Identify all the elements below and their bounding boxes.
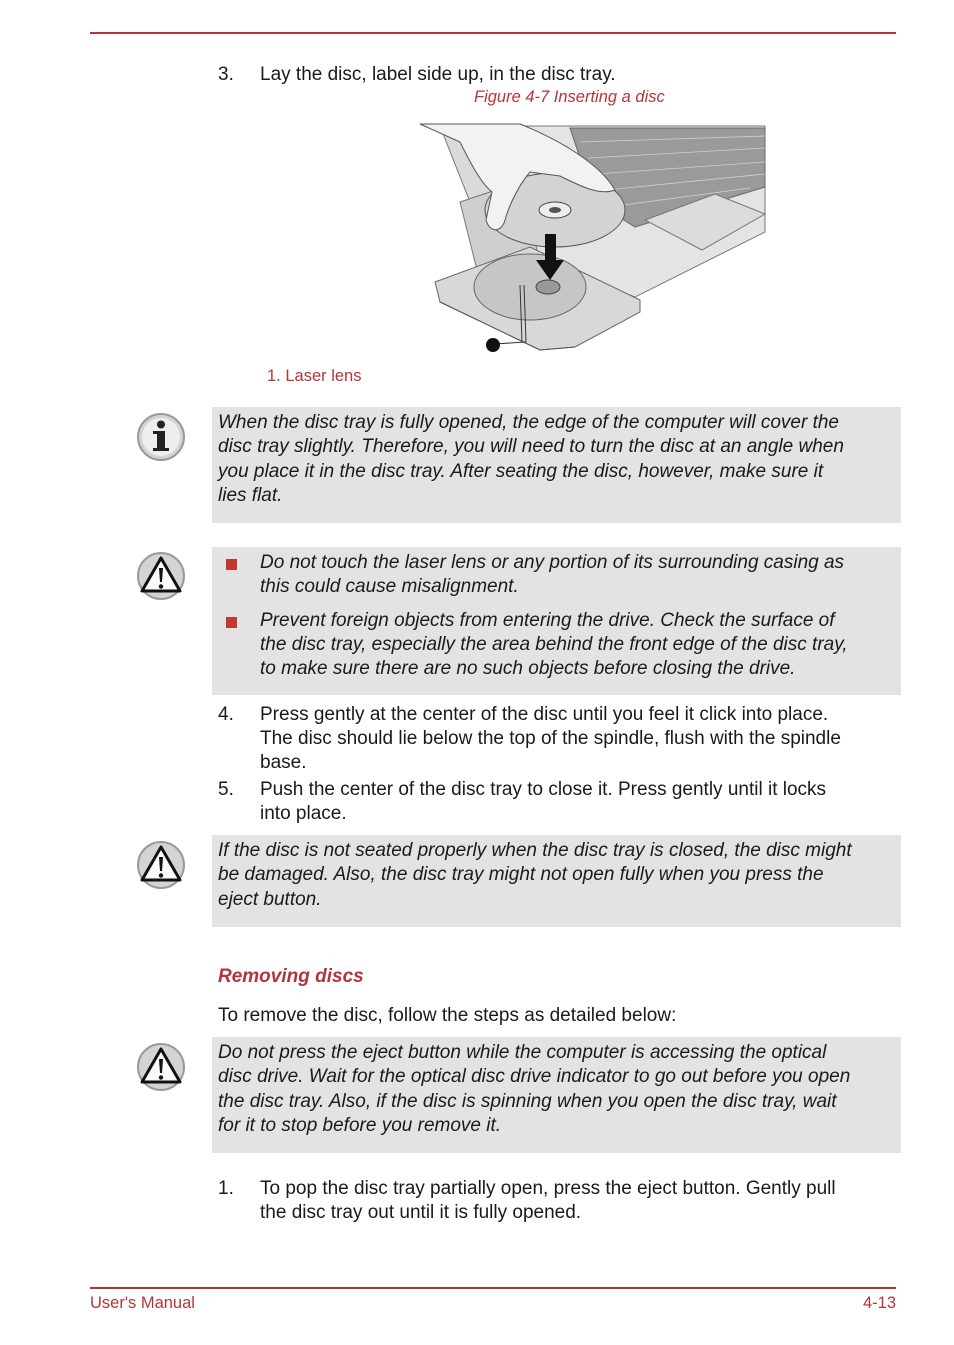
step-number: 3. xyxy=(218,64,234,85)
footer-title: User's Manual xyxy=(90,1294,195,1312)
note-line: lies flat. xyxy=(218,484,283,506)
note-line: If the disc is not seated properly when the disc tray is closed, the disc might xyxy=(218,840,852,861)
caution-note xyxy=(212,547,901,695)
bullet-line: the disc tray, especially the area behind the front edge of the disc tray, xyxy=(260,633,848,655)
warning-triangle-icon xyxy=(136,840,186,890)
bullet-item xyxy=(218,609,895,682)
note-line: be damaged. Also, the disc tray might not open fully when you press the xyxy=(218,864,824,886)
page-number: 4-13 xyxy=(862,1294,896,1312)
section-intro: To remove the disc, follow the steps as detailed below: xyxy=(218,1005,677,1026)
footer-rule xyxy=(90,1287,896,1289)
step-line: The disc should lie below the top of the spindle, flush with the spindle xyxy=(260,728,841,749)
caution-note xyxy=(212,835,901,927)
step-text xyxy=(260,778,826,826)
disc-insert-illustration xyxy=(410,122,770,357)
step-line: To pop the disc tray partially open, press the eject button. Gently pull xyxy=(260,1178,836,1199)
step-number: 1. xyxy=(218,1178,234,1199)
info-note xyxy=(212,407,901,523)
note-line: disc drive. Wait for the optical disc drive indicator to go out before you open xyxy=(218,1066,851,1088)
step-line: base. xyxy=(260,752,307,773)
step-text xyxy=(260,1177,836,1225)
section-heading: Removing discs xyxy=(218,966,364,987)
info-icon xyxy=(136,412,186,462)
step-line: Press gently at the center of the disc until you feel it click into place. xyxy=(260,704,829,725)
bullet-line: this could cause misalignment. xyxy=(260,576,519,598)
note-line: When the disc tray is fully opened, the edge of the computer will cover the xyxy=(218,412,839,433)
warning-triangle-icon xyxy=(136,551,186,601)
note-line: for it to stop before you remove it. xyxy=(218,1114,502,1136)
note-line: you place it in the disc tray. After seating the disc, however, make sure it xyxy=(218,460,824,482)
caution-note xyxy=(212,1037,901,1153)
warning-triangle-icon xyxy=(136,1042,186,1092)
step-text xyxy=(260,703,841,775)
bullet-square-icon xyxy=(226,559,237,570)
header-rule xyxy=(90,32,896,34)
bullet-line: Prevent foreign objects from entering the drive. Check the surface of xyxy=(260,609,835,631)
step-line: Push the center of the disc tray to close it. Press gently until it locks xyxy=(260,779,827,800)
step-line: the disc tray out until it is fully opened. xyxy=(260,1202,582,1223)
bullet-line: to make sure there are no such objects before closing the drive. xyxy=(260,658,796,680)
bullet-item xyxy=(218,551,895,600)
note-line: Do not press the eject button while the computer is accessing the optical xyxy=(218,1042,827,1063)
figure-legend: 1. Laser lens xyxy=(267,367,362,385)
figure-caption: Figure 4-7 Inserting a disc xyxy=(474,88,665,106)
step-number: 4. xyxy=(218,704,234,725)
note-line: eject button. xyxy=(218,888,322,910)
note-line: disc tray slightly. Therefore, you will need to turn the disc at an angle when xyxy=(218,436,844,458)
step-number: 5. xyxy=(218,779,234,800)
bullet-line: Do not touch the laser lens or any portion of its surrounding casing as xyxy=(260,552,845,573)
callout-dot-icon xyxy=(486,338,500,352)
note-line: the disc tray. Also, if the disc is spinning when you open the disc tray, wait xyxy=(218,1090,837,1112)
step-text: Lay the disc, label side up, in the disc tray. xyxy=(260,64,616,85)
step-line: into place. xyxy=(260,803,347,824)
bullet-square-icon xyxy=(226,617,237,628)
